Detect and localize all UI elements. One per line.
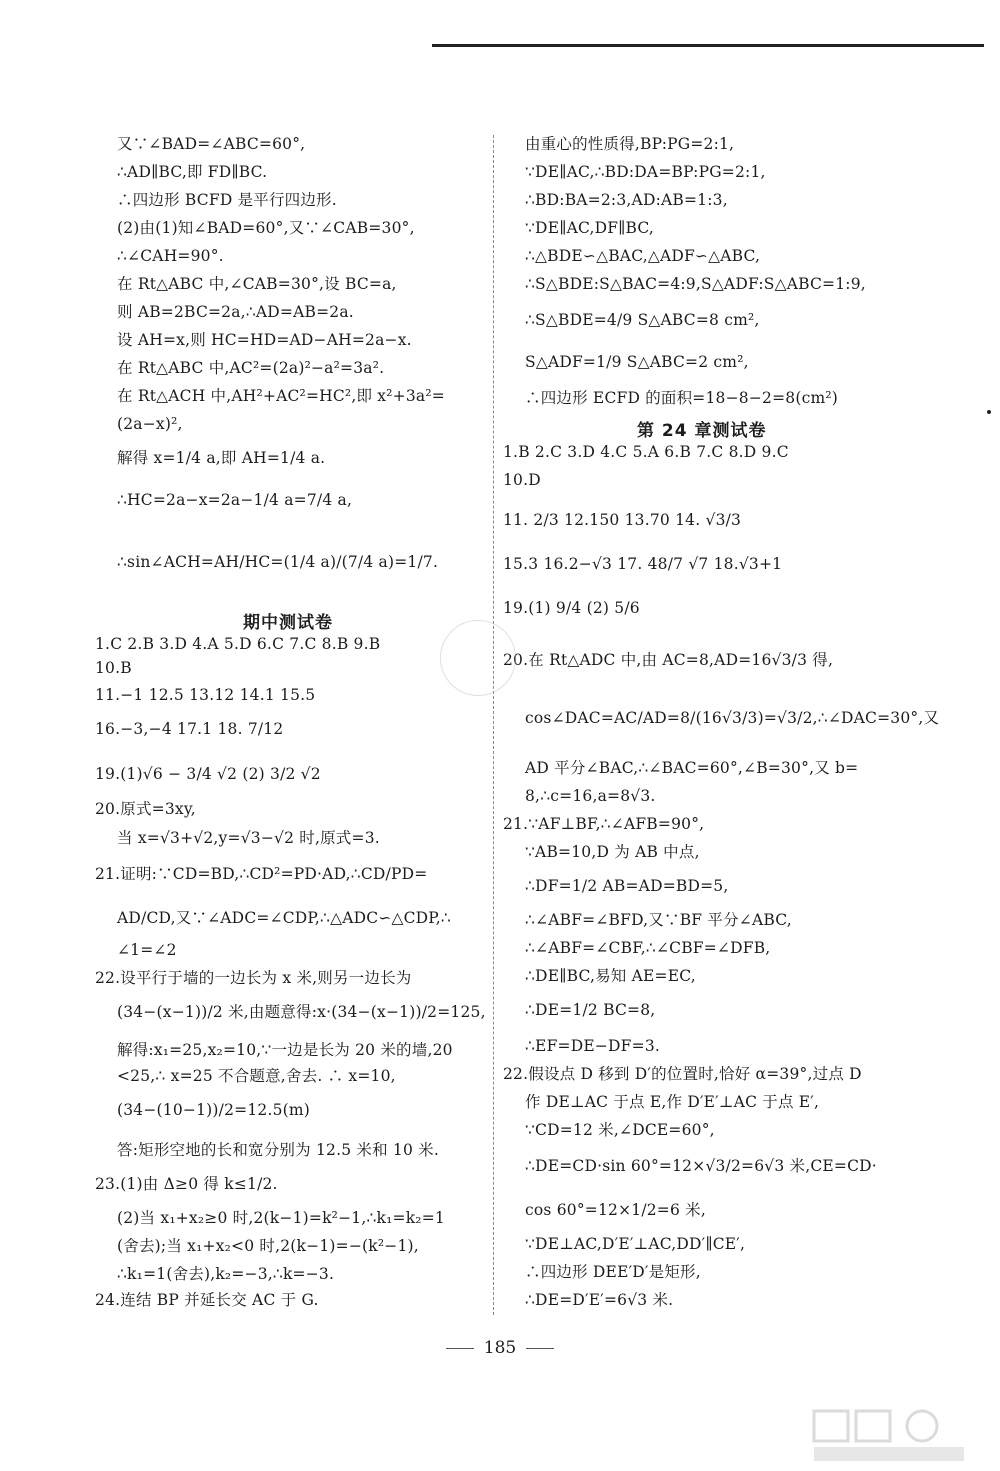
- text-line: 10.D: [503, 471, 541, 489]
- text-line: ∵DE∥AC,DF∥BC,: [525, 219, 655, 237]
- text-line: ∴四边形 BCFD 是平行四边形.: [117, 191, 337, 209]
- text-line: ∴sin∠ACH=AH/HC=(1/4 a)/(7/4 a)=1/7.: [117, 553, 439, 571]
- text-line: 作 DE⊥AC 于点 E,作 D′E′⊥AC 于点 E′,: [525, 1093, 820, 1111]
- text-line: ∴DE=1/2 BC=8,: [525, 1001, 656, 1019]
- text-line: 当 x=√3+√2,y=√3−√2 时,原式=3.: [117, 829, 380, 847]
- text-line: 22.假设点 D 移到 D′的位置时,恰好 α=39°,过点 D: [503, 1065, 862, 1083]
- text-line: ∵CD=12 米,∠DCE=60°,: [525, 1121, 715, 1139]
- text-line: 在 Rt△ABC 中,∠CAB=30°,设 BC=a,: [117, 275, 397, 293]
- text-line: 10.B: [95, 659, 132, 677]
- page-number: 185: [483, 1338, 517, 1358]
- text-line: ∴S△BDE=4/9 S△ABC=8 cm²,: [525, 311, 760, 329]
- text-line: 24.连结 BP 并延长交 AC 于 G.: [95, 1291, 319, 1309]
- text-line: ∴EF=DE−DF=3.: [525, 1037, 661, 1055]
- text-line: 22.设平行于墙的一边长为 x 米,则另一边长为: [95, 969, 412, 987]
- text-line: 19.(1)√6 − 3/4 √2 (2) 3/2 √2: [95, 765, 321, 783]
- section-heading-chapter-24: 第 24 章测试卷: [637, 421, 767, 441]
- text-line: ∴四边形 DEE′D′是矩形,: [525, 1263, 701, 1281]
- text-line: 15.3 16.2−√3 17. 48/7 √7 18.√3+1: [503, 555, 783, 573]
- text-line: (2)当 x₁+x₂≥0 时,2(k−1)=k²−1,∴k₁=k₂=1: [117, 1209, 445, 1227]
- text-line: ∴DF=1/2 AB=AD=BD=5,: [525, 877, 729, 895]
- text-line: 11.−1 12.5 13.12 14.1 15.5: [95, 686, 316, 704]
- text-line: 解得:x₁=25,x₂=10,∵一边是长为 20 米的墙,20: [117, 1041, 453, 1059]
- text-line: (34−(x−1))/2 米,由题意得:x·(34−(x−1))/2=125,: [117, 1003, 486, 1021]
- text-line: 在 Rt△ABC 中,AC²=(2a)²−a²=3a².: [117, 359, 385, 377]
- text-line: (舍去);当 x₁+x₂<0 时,2(k−1)=−(k²−1),: [117, 1237, 419, 1255]
- text-line: 由重心的性质得,BP:PG=2:1,: [525, 135, 735, 153]
- footer-dash: [526, 1348, 554, 1349]
- scan-speck: [987, 410, 991, 414]
- text-line: 则 AB=2BC=2a,∴AD=AB=2a.: [117, 303, 354, 321]
- text-line: AD/CD,又∵∠ADC=∠CDP,∴△ADC∽△CDP,∴: [117, 909, 451, 927]
- text-line: ∴四边形 ECFD 的面积=18−8−2=8(cm²): [525, 389, 839, 407]
- text-line: 1.C 2.B 3.D 4.A 5.D 6.C 7.C 8.B 9.B: [95, 635, 381, 653]
- text-line: cos∠DAC=AC/AD=8/(16√3/3)=√3/2,∴∠DAC=30°,又: [525, 709, 940, 727]
- text-line: 19.(1) 9/4 (2) 5/6: [503, 599, 640, 617]
- text-line: ∴△BDE∽△BAC,△ADF∽△ABC,: [525, 247, 761, 265]
- text-line: 21.证明:∵CD=BD,∴CD²=PD·AD,∴CD/PD=: [95, 865, 428, 883]
- text-line: ∴∠ABF=∠CBF,∴∠CBF=∠DFB,: [525, 939, 771, 957]
- text-line: 23.(1)由 Δ≥0 得 k≤1/2.: [95, 1175, 278, 1193]
- text-line: ∴BD:BA=2:3,AD:AB=1:3,: [525, 191, 728, 209]
- text-line: 在 Rt△ACH 中,AH²+AC²=HC²,即 x²+3a²=: [117, 387, 445, 405]
- text-line: 设 AH=x,则 HC=HD=AD−AH=2a−x.: [117, 331, 412, 349]
- text-line: (34−(10−1))/2=12.5(m): [117, 1101, 311, 1119]
- section-heading-midterm: 期中测试卷: [243, 613, 333, 633]
- text-line: 1.B 2.C 3.D 4.C 5.A 6.B 7.C 8.D 9.C: [503, 443, 789, 461]
- text-line: ∵AB=10,D 为 AB 中点,: [525, 843, 700, 861]
- page-number-footer: [0, 1338, 1000, 1358]
- footer-dash: [446, 1348, 474, 1349]
- text-line: 8,∴c=16,a=8√3.: [525, 787, 656, 805]
- top-rule: [432, 44, 984, 47]
- text-line: ∴k₁=1(舍去),k₂=−3,∴k=−3.: [117, 1265, 335, 1283]
- text-line: 20.原式=3xy,: [95, 800, 196, 818]
- text-line: ∴S△BDE:S△BAC=4:9,S△ADF:S△ABC=1:9,: [525, 275, 866, 293]
- text-line: ∴DE=CD·sin 60°=12×√3/2=6√3 米,CE=CD·: [525, 1157, 877, 1175]
- text-line: ∴∠CAH=90°.: [117, 247, 224, 265]
- text-line: 16.−3,−4 17.1 18. 7/12: [95, 720, 284, 738]
- text-line: (2a−x)²,: [117, 415, 183, 433]
- text-line: S△ADF=1/9 S△ABC=2 cm²,: [525, 353, 749, 371]
- text-line: ∠1=∠2: [117, 941, 177, 959]
- text-line: ∴DE=D′E′=6√3 米.: [525, 1291, 674, 1309]
- text-line: 答:矩形空地的长和宽分别为 12.5 米和 10 米.: [117, 1141, 439, 1159]
- text-line: ∵DE⊥AC,D′E′⊥AC,DD′∥CE′,: [525, 1235, 746, 1253]
- text-line: AD 平分∠BAC,∴∠BAC=60°,∠B=30°,又 b=: [525, 759, 859, 777]
- stamp-graphic: [440, 620, 516, 696]
- text-line: cos 60°=12×1/2=6 米,: [525, 1201, 707, 1219]
- text-line: ∴∠ABF=∠BFD,又∵BF 平分∠ABC,: [525, 911, 792, 929]
- text-line: ∴HC=2a−x=2a−1/4 a=7/4 a,: [117, 491, 353, 509]
- text-line: 20.在 Rt△ADC 中,由 AC=8,AD=16√3/3 得,: [503, 651, 834, 669]
- text-line: 11. 2/3 12.150 13.70 14. √3/3: [503, 511, 742, 529]
- column-divider: [493, 135, 494, 1315]
- text-line: ∴AD∥BC,即 FD∥BC.: [117, 163, 268, 181]
- text-line: 21.∵AF⊥BF,∴∠AFB=90°,: [503, 815, 705, 833]
- text-line: <25,∴ x=25 不合题意,舍去. ∴ x=10,: [117, 1067, 396, 1085]
- text-line: 解得 x=1/4 a,即 AH=1/4 a.: [117, 449, 326, 467]
- text-line: ∵DE∥AC,∴BD:DA=BP:PG=2:1,: [525, 163, 766, 181]
- text-line: ∴DE∥BC,易知 AE=EC,: [525, 967, 696, 985]
- text-line: (2)由(1)知∠BAD=60°,又∵∠CAB=30°,: [117, 219, 415, 237]
- watermark-graphic: [810, 1405, 980, 1465]
- text-line: 又∵∠BAD=∠ABC=60°,: [117, 135, 306, 153]
